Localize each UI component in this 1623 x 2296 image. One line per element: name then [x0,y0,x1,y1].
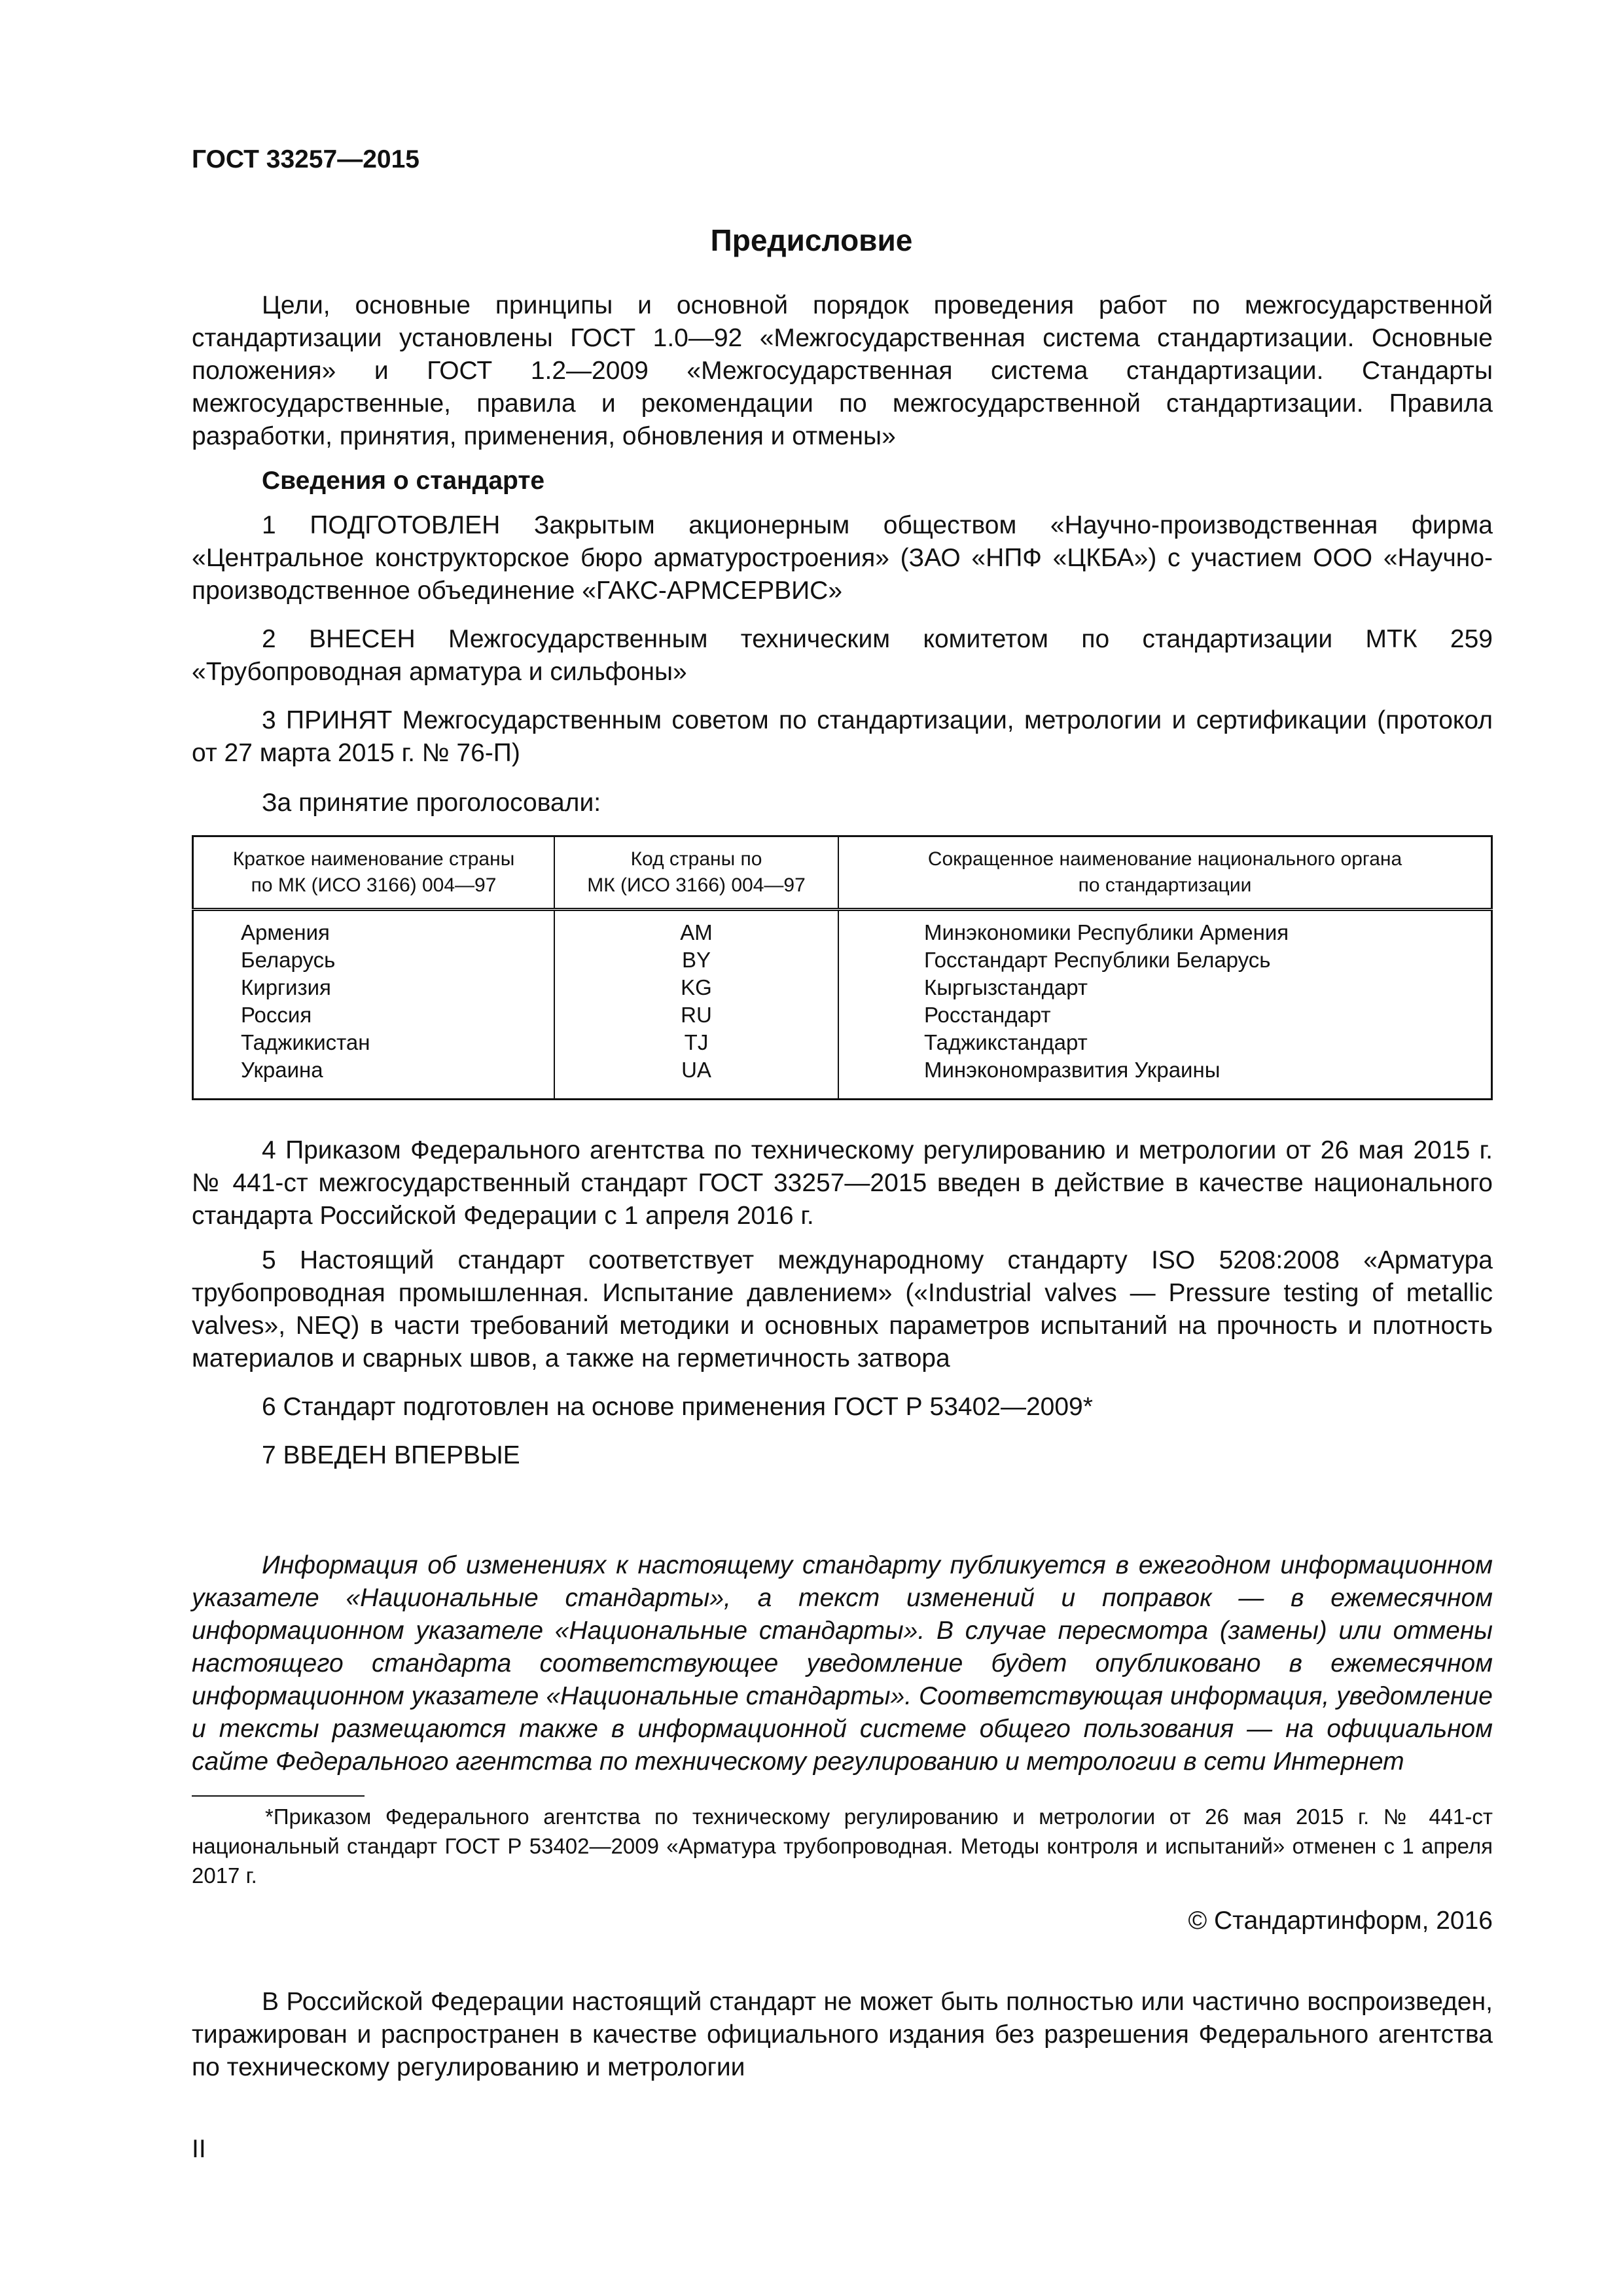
rights-notice: В Российской Федерации настоящий стандарт не может быть полностью или частично воспроизведен, тиражирован и распространен в качестве официального издания без разрешения Федерального агентства по техническому регулированию и метрологии [192,1988,1493,2081]
country-cell: Таджикистан [193,1029,555,1056]
page-title: Предисловие [710,223,913,257]
table-header-row [193,836,1492,910]
item-5-correspondence: 5 Настоящий стандарт соответствует международному стандарту ISO 5208:2008 «Арматура трубопроводная промышленная. Испытание давлением» («Industrial valves — Pressure testing of metallic valves», NEQ) в части требований методики и основных параметров испытаний на прочность и плотность материалов и сварных швов, а также на герметичность затвора [192,1246,1493,1372]
organization-cell: Госстандарт Республики Беларусь [838,946,1492,974]
page-number: II [192,2135,206,2163]
document-id: ГОСТ 33257—2015 [192,145,419,173]
header-code [554,836,838,910]
votes-table [192,835,1493,1100]
header-line: по стандартизации [1078,874,1252,896]
item-1-prepared: 1 ПОДГОТОВЛЕН Закрытым акционерным обществом «Научно-производственная фирма «Центральное конструкторское бюро арматуростроения» (ЗАО «НПФ «ЦКБА») с участием ООО «Научно-производственное объединение «ГАКС-АРМСЕРВИС» [192,511,1493,605]
organization-cell: Минэкономразвития Украины [838,1056,1492,1100]
code-cell: RU [554,1001,838,1029]
intro-paragraph: Цели, основные принципы и основной порядок проведения работ по межгосударственной стандартизации установлены ГОСТ 1.0—92 «Межгосударственная система стандартизации. Основные положения» и ГОСТ 1.2—2009 «Межгосударственная система стандартизации. Стандарты межгосударственные, правила и рекомендации по межгосударственной стандартизации. Правила разработки, принятия, применения, обновления и отмены» [192,291,1493,450]
footnote [192,1802,1493,1890]
code-cell: AM [554,910,838,947]
country-cell: Армения [193,910,555,947]
header-line: Сокращенное наименование национального органа [927,848,1402,870]
item-6-basis: 6 Стандарт подготовлен на основе применения ГОСТ Р 53402—2009* [262,1393,1093,1421]
organization-cell: Таджикстандарт [838,1029,1492,1056]
header-organization [838,836,1492,910]
item-4-enacted: 4 Приказом Федерального агентства по техническому регулированию и метрологии от 26 мая 2015 г. № 441-ст межгосударственный стандарт ГОСТ 33257—2015 введен в действие в качестве национального стандарта Российской Федерации с 1 апреля 2016 г. [192,1136,1493,1230]
country-cell: Киргизия [193,974,555,1001]
organization-cell: Кыргызстандарт [838,974,1492,1001]
header-line: Код страны по [630,848,762,870]
code-cell: KG [554,974,838,1001]
organization-cell: Минэкономики Республики Армения [838,910,1492,947]
header-line: Краткое наименование страны [232,848,515,870]
table-row [193,910,1492,947]
copyright: © Стандартинформ, 2016 [1188,1907,1493,1935]
page-content [192,289,1493,2084]
table-row [193,946,1492,974]
amendments-notice: Информация об изменениях к настоящему стандарту публикуется в ежегодном информационном указателе «Национальные стандарты», а текст изменений и поправок — в ежемесячном информационном указателе «Национальные стандарты». В случае пересмотра (замены) или отмены настоящего стандарта соответствующее уведомление будет опубликовано в ежемесячном информационном указателе «Национальные стандарты». Соответствующая информация, уведомление и тексты размещаются также в информационной системе общего пользования — на официальном сайте Федерального агентства по техническому регулированию и метрологии в сети Интернет [192,1551,1493,1776]
country-cell: Россия [193,1001,555,1029]
item-2-submitted: 2 ВНЕСЕН Межгосударственным техническим комитетом по стандартизации МТК 259 «Трубопроводная арматура и сильфоны» [192,625,1493,686]
table-row [193,1001,1492,1029]
table-row [193,1056,1492,1100]
footnote-divider [192,1795,365,1797]
header-line: по МК (ИСО 3166) 004—97 [251,874,497,896]
footnote-text: *Приказом Федерального агентства по техническому регулированию и метрологии от 26 мая 2015 г. № 441-ст национальный стандарт ГОСТ Р 53402—2009 «Арматура трубопроводная. Методы контроля и испытаний» отменен с 1 апреля 2017 г. [192,1804,1493,1888]
table-row [193,974,1492,1001]
country-cell: Беларусь [193,946,555,974]
info-heading: Сведения о стандарте [262,467,545,495]
item-7-introduced: 7 ВВЕДЕН ВПЕРВЫЕ [262,1441,520,1469]
votes-label: За принятие проголосовали: [262,789,601,817]
country-cell: Украина [193,1056,555,1100]
header-country [193,836,555,910]
code-cell: UA [554,1056,838,1100]
organization-cell: Росстандарт [838,1001,1492,1029]
table-row [193,1029,1492,1056]
code-cell: TJ [554,1029,838,1056]
header-line: МК (ИСО 3166) 004—97 [587,874,806,896]
item-3-adopted: 3 ПРИНЯТ Межгосударственным советом по стандартизации, метрологии и сертификации (протокол от 27 марта 2015 г. № 76-П) [192,706,1493,767]
code-cell: BY [554,946,838,974]
